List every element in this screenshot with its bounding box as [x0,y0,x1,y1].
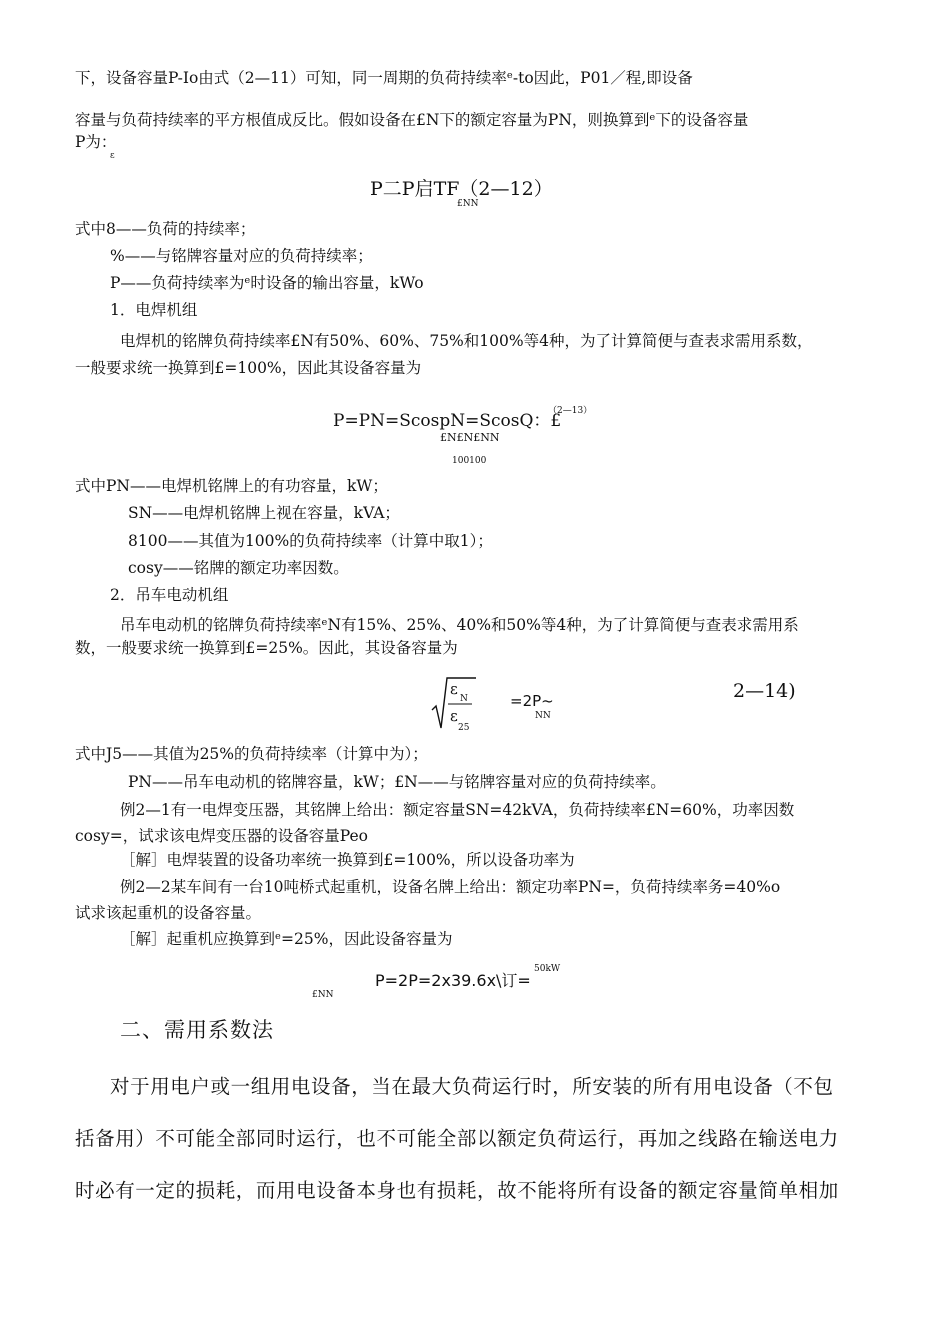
formula-crane: P=2P=2x39.6x\订= [375,971,531,990]
text-line: cosy=，试求该电焊变压器的设备容量Peo [75,827,368,845]
text-line: 一般要求统一换算到£=100%，因此其设备容量为 [75,359,422,377]
formula-2-12: P二P启TF（2—12） [370,178,553,200]
text-line: P为： [75,133,117,151]
solution-line: ［解］起重机应换算到ᵉ=25%，因此设备容量为 [120,930,453,948]
text-line: 下，设备容量P-Io由式（2—11）可知，同一周期的负荷持续率ᵉ-to因此，P01／程,即设备 [75,69,693,87]
text-line: PN——吊车电动机的铭牌容量，kW；£N——与铭牌容量对应的负荷持续率。 [128,773,666,791]
formula-subscript: 100100 [452,456,487,466]
solution-line: ［解］电焊装置的设备功率统一换算到£=100%，所以设备功率为 [120,851,575,869]
formula-tag: 2—14) [733,680,796,702]
subscript: ε [110,151,115,161]
text-line: P——负荷持续率为ᵉ时设备的输出容量，kWo [110,274,424,292]
formula-subscript: £NN [457,199,479,209]
formula-2-14: =2P~ [510,692,554,710]
formula-2-13: P=PN=ScospN=ScosQ：£ [333,411,562,431]
formula-tag: （2—13） [548,406,593,416]
text-line: 8100——其值为100%的负荷持续率（计算中取1）； [128,532,493,550]
section-title: 2．吊车电动机组 [110,586,229,604]
text-line: 式中8——负荷的持续率； [75,220,256,238]
text-line: 吊车电动机的铭牌负荷持续率ᵉN有15%、25%、40%和50%等4种，为了计算简便与查表求需用系 [120,616,799,634]
text-line: SN——电焊机铭牌上视在容量，kVA； [128,504,400,522]
text-line: 试求该起重机的设备容量。 [75,904,262,922]
text-line: 数，一般要求统一换算到£=25%。因此，其设备容量为 [75,639,458,657]
example-line: 例2—1有一电焊变压器，其铭牌上给出：额定容量SN=42kVA，负荷持续率£N=60%，功率因数 [120,801,795,819]
formula-subscript: NN [535,711,551,721]
text-line: 容量与负荷持续率的平方根值成反比。假如设备在£N下的额定容量为PN，则换算到ᵉ下的设备容量 [75,111,749,129]
text-line: cosy——铭牌的额定功率因数。 [128,559,349,577]
formula-result: 50kW [534,964,561,974]
fraction-subscript: 25 [458,723,470,733]
fraction-denominator: ε [450,707,458,725]
text-line: 式中PN——电焊机铭牌上的有功容量，kW； [75,477,388,495]
formula-subscript: £N£N£NN [440,431,500,444]
text-line: %——与铭牌容量对应的负荷持续率； [110,247,373,265]
text-line: 式中J5——其值为25%的负荷持续率（计算中为）； [75,745,428,763]
fraction-numerator: ε [450,680,458,698]
paragraph-line: 对于用电户或一组用电设备，当在最大负荷运行时，所安装的所有用电设备（不包 [110,1075,834,1098]
section-heading: 二、需用系数法 [120,1018,274,1042]
formula-subscript: £NN [312,990,334,1000]
paragraph-line: 时必有一定的损耗，而用电设备本身也有损耗，故不能将所有设备的额定容量简单相加 [75,1179,839,1202]
text-line: 电焊机的铭牌负荷持续率£N有50%、60%、75%和100%等4种，为了计算简便与查表求需用系数， [120,332,813,350]
fraction-subscript: N [460,694,468,704]
example-line: 例2—2某车间有一台10吨桥式起重机，设备名牌上给出：额定功率PN=，负荷持续率务=40%o [120,878,781,896]
section-title: 1．电焊机组 [110,301,198,319]
paragraph-line: 括备用）不可能全部同时运行，也不可能全部以额定负荷运行，再加之线路在输送电力 [75,1127,839,1150]
